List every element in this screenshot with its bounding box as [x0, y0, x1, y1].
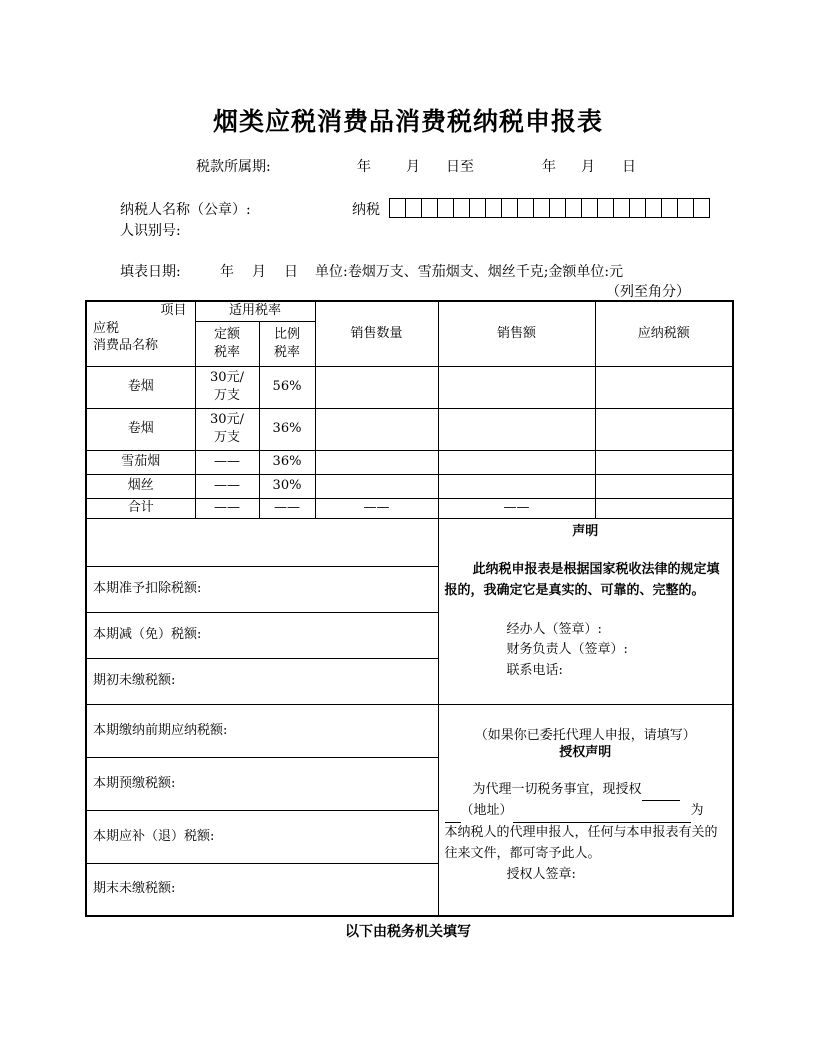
taxpayer-id-label-b: 人识别号: — [120, 223, 181, 239]
header-item: 项目 — [160, 303, 187, 318]
row-tax[interactable] — [595, 408, 733, 450]
taxpayer-id-box[interactable] — [437, 198, 454, 218]
row-tax[interactable] — [595, 366, 733, 408]
taxpayer-id-boxes[interactable] — [390, 198, 710, 218]
agent-address-blank[interactable] — [513, 801, 691, 823]
taxpayer-id-box[interactable] — [405, 198, 422, 218]
total-name: 合计 — [86, 498, 195, 518]
header-ratio-rate-a: 比例 — [274, 326, 301, 342]
page-title: 烟类应税消费品消费税纳税申报表 — [212, 107, 603, 136]
fill-day: 日 — [284, 264, 298, 280]
taxpayer-id-box[interactable] — [581, 198, 598, 218]
taxpayer-id-box[interactable] — [693, 198, 710, 218]
taxpayer-id-box[interactable] — [517, 198, 534, 218]
row-fixed — [195, 366, 259, 408]
taxpayer-id-box[interactable] — [565, 198, 582, 218]
row-ratio: 36% — [259, 450, 315, 474]
table-row — [86, 408, 733, 450]
authorization-intro: （如果你已委托代理人申报，请填写） — [474, 727, 696, 743]
period-year-1: 年 — [357, 159, 371, 175]
header-tax-payable: 应纳税额 — [595, 301, 733, 366]
row-fixed: —— — [195, 450, 259, 474]
taxpayer-id-box[interactable] — [469, 198, 486, 218]
taxpayer-id-box[interactable] — [629, 198, 646, 218]
header-sales-qty: 销售数量 — [315, 301, 438, 366]
declaration-cell — [438, 518, 733, 704]
left-item[interactable]: 期初未缴税额: — [86, 658, 438, 704]
total-ratio: —— — [259, 498, 315, 518]
agent-name-blank[interactable] — [642, 780, 680, 802]
total-qty: —— — [315, 498, 438, 518]
finance-head-label: 财务负责人（签章）: — [506, 642, 628, 658]
left-item[interactable]: 本期准予扣除税额: — [86, 566, 438, 612]
header-consumer-b: 消费品名称 — [93, 338, 159, 354]
period-month-2: 月 — [581, 159, 595, 175]
taxpayer-id-box[interactable] — [533, 198, 550, 218]
period-month-1: 月 — [406, 159, 420, 175]
header-ratio-rate-b: 税率 — [274, 344, 301, 360]
row-ratio: 56% — [259, 366, 315, 408]
authorization-title: 授权声明 — [559, 745, 612, 761]
total-fixed: —— — [195, 498, 259, 518]
fill-year: 年 — [220, 264, 234, 280]
taxpayer-id-box[interactable] — [645, 198, 662, 218]
header-fixed-rate-b: 税率 — [213, 344, 240, 360]
header-fixed-rate — [195, 321, 259, 366]
footer-note: 以下由税务机关填写 — [345, 924, 471, 940]
period-year-2: 年 — [542, 159, 556, 175]
period-day-2: 日 — [622, 159, 636, 175]
row-amt[interactable] — [438, 450, 595, 474]
taxpayer-id-box[interactable] — [501, 198, 518, 218]
taxpayer-id-box[interactable] — [613, 198, 630, 218]
unit-text: 单位:卷烟万支、雪茄烟支、烟丝千克;金额单位:元 — [315, 264, 624, 280]
taxpayer-name-label: 纳税人名称（公章）: — [120, 202, 251, 218]
phone-label: 联系电话: — [506, 663, 563, 679]
row-name: 卷烟 — [86, 408, 195, 450]
auth-line2-a: （地址） — [460, 803, 513, 819]
header-item-cell — [86, 301, 195, 366]
table-row-total — [86, 498, 733, 518]
left-item[interactable]: 本期减（免）税额: — [86, 612, 438, 658]
row-fixed-a: 30元/ — [210, 370, 244, 386]
row-ratio: 30% — [259, 474, 315, 498]
row-qty[interactable] — [315, 450, 438, 474]
blank-left-cell[interactable] — [86, 518, 438, 566]
period-label: 税款所属期: — [196, 159, 271, 175]
left-item[interactable]: 本期预缴税额: — [86, 757, 438, 810]
row-amt[interactable] — [438, 474, 595, 498]
header-sales-amt: 销售额 — [438, 301, 595, 366]
taxpayer-id-box[interactable] — [677, 198, 694, 218]
table-row — [86, 474, 733, 498]
row-fixed-a: 30元/ — [210, 412, 244, 428]
taxpayer-id-box[interactable] — [597, 198, 614, 218]
row-fixed — [195, 408, 259, 450]
authorization-cell — [438, 704, 733, 916]
agent-name-blank-cont[interactable] — [445, 801, 461, 823]
table-row — [86, 450, 733, 474]
row-name: 卷烟 — [86, 366, 195, 408]
row-tax[interactable] — [595, 450, 733, 474]
header-consumer-a: 应税 — [93, 320, 120, 336]
declaration-body: 此纳税申报表是根据国家税收法律的规定填报的，我确定它是真实的、可靠的、完整的。 — [444, 562, 720, 598]
period-day-to: 日至 — [446, 159, 474, 175]
header-fixed-rate-a: 定额 — [213, 326, 240, 342]
fill-date-label: 填表日期: — [120, 264, 181, 280]
taxpayer-id-box[interactable] — [389, 198, 406, 218]
taxpayer-id-box[interactable] — [453, 198, 470, 218]
auth-line1: 为代理一切税务事宜，现授权 — [472, 781, 642, 797]
declaration-title: 声明 — [572, 523, 599, 539]
row-name: 烟丝 — [86, 474, 195, 498]
total-tax[interactable] — [595, 498, 733, 518]
row-amt[interactable] — [438, 408, 595, 450]
left-item[interactable]: 期末未缴税额: — [86, 863, 438, 916]
row-amt[interactable] — [438, 366, 595, 408]
unit-note: （列至角分） — [606, 284, 690, 300]
table-row — [86, 366, 733, 408]
header-ratio-rate — [259, 321, 315, 366]
row-qty[interactable] — [315, 474, 438, 498]
row-tax[interactable] — [595, 474, 733, 498]
taxpayer-id-label-a: 纳税 — [352, 202, 380, 218]
row-fixed-b: 万支 — [213, 430, 240, 445]
row-fixed: —— — [195, 474, 259, 498]
row-qty[interactable] — [315, 366, 438, 408]
handler-label: 经办人（签章）: — [506, 621, 602, 637]
row-fixed-b: 万支 — [213, 388, 240, 403]
taxpayer-id-box[interactable] — [421, 198, 438, 218]
total-amt: —— — [438, 498, 595, 518]
left-item[interactable]: 本期缴纳前期应纳税额: — [86, 704, 438, 757]
taxpayer-id-box[interactable] — [485, 198, 502, 218]
auth-line2-b: 为 — [690, 803, 704, 819]
row-qty[interactable] — [315, 408, 438, 450]
row-ratio: 36% — [259, 408, 315, 450]
authorizer-signature-label: 授权人签章: — [506, 866, 576, 882]
row-name: 雪茄烟 — [86, 450, 195, 474]
taxpayer-id-box[interactable] — [661, 198, 678, 218]
auth-line3: 本纳税人的代理申报人，任何与本申报表有关的往来文件，都可寄予此人。 — [444, 825, 718, 861]
taxpayer-id-box[interactable] — [549, 198, 566, 218]
tax-return-table — [85, 300, 734, 917]
fill-month: 月 — [252, 264, 266, 280]
header-applicable-rate: 适用税率 — [195, 301, 315, 321]
left-item[interactable]: 本期应补（退）税额: — [86, 810, 438, 863]
